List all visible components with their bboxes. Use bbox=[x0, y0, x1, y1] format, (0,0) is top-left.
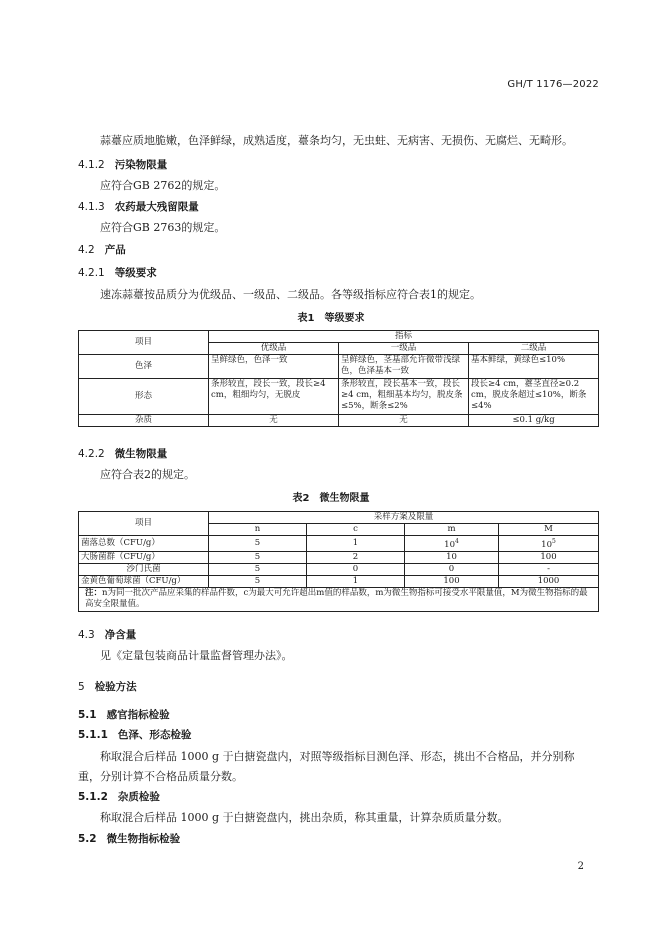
section-title: 污染物限量 bbox=[114, 159, 168, 171]
table-row bbox=[79, 415, 599, 427]
section-number: 5 bbox=[78, 681, 85, 693]
row-label: 杂质 bbox=[79, 415, 209, 427]
text-4-1-3: 应符合GB 2763的规定。 bbox=[100, 221, 226, 234]
heading-4-1-3 bbox=[78, 199, 199, 214]
table-cell: 条形较直，段长一致，段长≥4 cm，粗细均匀，无脱皮 bbox=[209, 379, 339, 415]
table-cell: 条形较直，段长基本一致，段长≥4 cm，粗细基本均匀，脱皮条≤5%，断条≤2% bbox=[339, 379, 469, 415]
table-cell: 0 bbox=[405, 563, 499, 575]
table-cell: 1 bbox=[307, 575, 405, 587]
text-4-2-1: 速冻蒜薹按品质分为优级品、一级品、二级品。各等级指标应符合表1的规定。 bbox=[100, 288, 481, 301]
section-number: 5.1 bbox=[78, 709, 97, 721]
header-n: n bbox=[209, 524, 307, 536]
table-cell: 100 bbox=[499, 551, 599, 563]
value-exponent: 4 bbox=[455, 538, 459, 545]
section-title: 色泽、形态检验 bbox=[117, 729, 192, 741]
table-cell: 5 bbox=[209, 536, 307, 552]
section-title: 农药最大残留限量 bbox=[114, 201, 199, 213]
section-title: 微生物限量 bbox=[114, 448, 168, 460]
table-cell: ≤0.1 g/kg bbox=[469, 415, 599, 427]
section-number: 4.1.2 bbox=[78, 159, 105, 171]
row-label: 大肠菌群（CFU/g） bbox=[79, 551, 209, 563]
section-title: 等级要求 bbox=[114, 267, 157, 279]
table-cell: 呈鲜绿色，色泽一致 bbox=[209, 355, 339, 379]
standard-code: GH/T 1176—2022 bbox=[507, 79, 599, 90]
note-label: 注： bbox=[85, 588, 103, 599]
table-cell: 10 bbox=[405, 551, 499, 563]
section-number: 4.3 bbox=[78, 629, 95, 641]
heading-5 bbox=[78, 679, 137, 694]
section-title: 杂质检验 bbox=[117, 791, 160, 803]
table-row bbox=[79, 379, 599, 415]
table-cell: 5 bbox=[209, 563, 307, 575]
header-m: m bbox=[405, 524, 499, 536]
table-row bbox=[79, 355, 599, 379]
value-base: 10 bbox=[541, 539, 552, 550]
heading-5-1-1 bbox=[78, 727, 191, 742]
table-row bbox=[79, 575, 599, 587]
text-5-1-1: 称取混合后样品 1000 g 于白搪瓷盘内，对照等级指标目测色泽、形态，挑出不合格品，并分别称重，分别计算不合格品质量分数。 bbox=[78, 750, 575, 783]
table-cell bbox=[499, 536, 599, 552]
table-cell bbox=[405, 536, 499, 552]
section-number: 5.1.2 bbox=[78, 791, 108, 803]
heading-5-2 bbox=[78, 831, 180, 846]
header-grade-second: 二级品 bbox=[469, 343, 599, 355]
table-cell: 1000 bbox=[499, 575, 599, 587]
table-cell: 2 bbox=[307, 551, 405, 563]
row-label: 菌落总数（CFU/g） bbox=[79, 536, 209, 552]
row-label: 沙门氏菌 bbox=[79, 563, 209, 575]
note-text: n为同一批次产品应采集的样品件数，c为最大可允许超出m值的样品数，m为微生物指标可接受水平限量值，M为微生物指标的最高安全限量值。 bbox=[85, 588, 588, 610]
heading-4-2-2 bbox=[78, 446, 167, 461]
table-cell: 呈鲜绿色，茎基部允许微带浅绿色，色泽基本一致 bbox=[339, 355, 469, 379]
section-number: 5.2 bbox=[78, 833, 97, 845]
header-c: c bbox=[307, 524, 405, 536]
table-cell: - bbox=[499, 563, 599, 575]
section-title: 检验方法 bbox=[94, 681, 137, 693]
text-4-2-2: 应符合表2的规定。 bbox=[100, 468, 195, 481]
header-grade-premium: 优级品 bbox=[209, 343, 339, 355]
table-cell: 0 bbox=[307, 563, 405, 575]
section-number: 4.1.3 bbox=[78, 201, 105, 213]
header-grade-first: 一级品 bbox=[339, 343, 469, 355]
page-number: 2 bbox=[577, 861, 584, 872]
text-4-3: 见《定量包装商品计量监督管理办法》。 bbox=[100, 649, 293, 662]
table-cell: 100 bbox=[405, 575, 499, 587]
heading-5-1 bbox=[78, 707, 170, 722]
heading-4-1-2 bbox=[78, 157, 167, 172]
section-number: 4.2.2 bbox=[78, 448, 105, 460]
section-title: 感官指标检验 bbox=[106, 709, 170, 721]
table-cell: 1 bbox=[307, 536, 405, 552]
header-index: 指标 bbox=[209, 331, 599, 343]
table2-caption: 表2 微生物限量 bbox=[292, 493, 370, 504]
section-number: 5.1.1 bbox=[78, 729, 108, 741]
header-M: M bbox=[499, 524, 599, 536]
row-label: 色泽 bbox=[79, 355, 209, 379]
section-number: 4.2 bbox=[78, 244, 95, 256]
heading-4-2-1 bbox=[78, 265, 157, 280]
table-row bbox=[79, 551, 599, 563]
heading-4-2 bbox=[78, 242, 126, 257]
text-4-1-2: 应符合GB 2762的规定。 bbox=[100, 179, 226, 192]
microbial-limits-table bbox=[78, 511, 599, 612]
grade-requirements-table bbox=[78, 330, 599, 427]
section-number: 4.2.1 bbox=[78, 267, 105, 279]
row-label: 金黄色葡萄球菌（CFU/g） bbox=[79, 575, 209, 587]
table-cell: 段长≥4 cm，薹茎直径≥0.2 cm，脱皮条超过≤10%，断条≤4% bbox=[469, 379, 599, 415]
section-title: 产品 bbox=[104, 244, 126, 256]
header-item: 项目 bbox=[79, 512, 209, 536]
table-cell: 基本鲜绿，黄绿色≤10% bbox=[469, 355, 599, 379]
table1-caption: 表1 等级要求 bbox=[297, 313, 365, 324]
table-note bbox=[79, 587, 599, 611]
table-row bbox=[79, 563, 599, 575]
header-item: 项目 bbox=[79, 331, 209, 355]
header-sampling-plan: 采样方案及限量 bbox=[209, 512, 599, 524]
table-cell: 无 bbox=[209, 415, 339, 427]
table-cell: 5 bbox=[209, 575, 307, 587]
section-title: 净含量 bbox=[104, 629, 137, 641]
table-row bbox=[79, 536, 599, 552]
intro-paragraph: 蒜薹应质地脆嫩，色泽鲜绿，成熟适度，薹条均匀，无虫蛀、无病害、无损伤、无腐烂、无畸形。 bbox=[100, 134, 573, 147]
value-base: 10 bbox=[444, 539, 455, 550]
row-label: 形态 bbox=[79, 379, 209, 415]
heading-4-3 bbox=[78, 627, 136, 642]
table-cell: 5 bbox=[209, 551, 307, 563]
text-5-1-2: 称取混合后样品 1000 g 于白搪瓷盘内，挑出杂质，称其重量，计算杂质质量分数。 bbox=[100, 811, 509, 824]
value-exponent: 5 bbox=[552, 538, 556, 545]
table-cell: 无 bbox=[339, 415, 469, 427]
heading-5-1-2 bbox=[78, 789, 160, 804]
section-title: 微生物指标检验 bbox=[106, 833, 181, 845]
